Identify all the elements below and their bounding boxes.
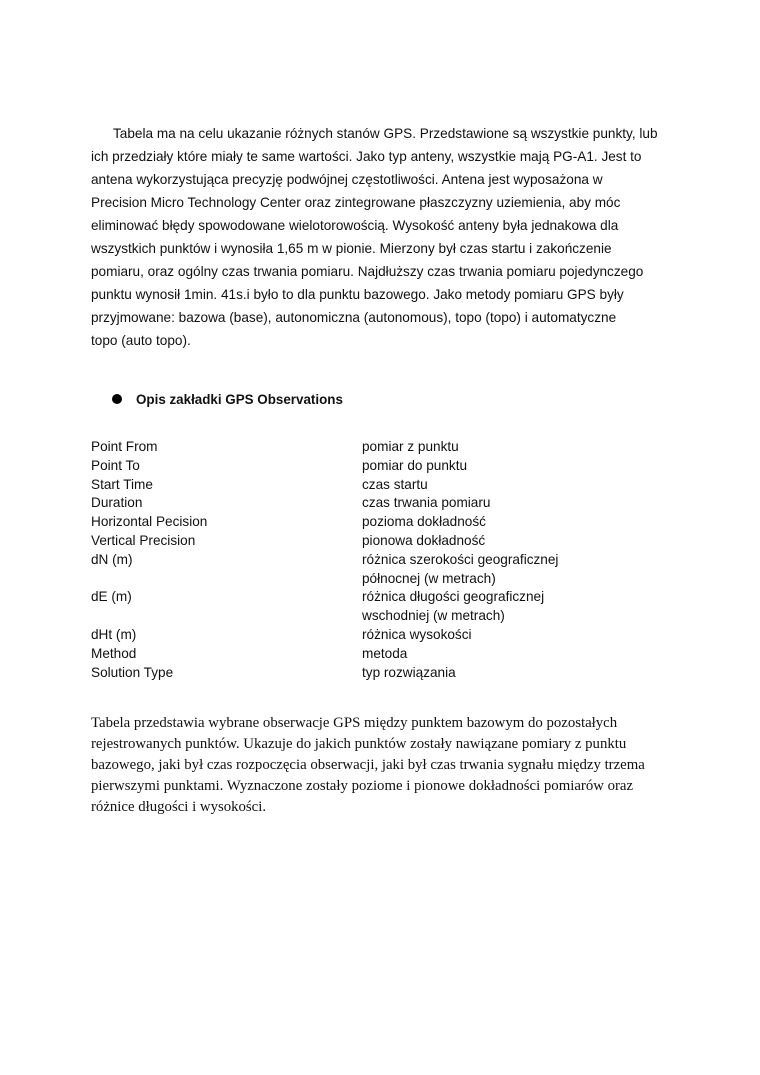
glossary-definition (362, 551, 651, 589)
definition-line: pionowa dokładność (362, 532, 486, 548)
paragraph-line: Tabela przedstawia wybrane obserwacje GPS między punktem bazowym do pozostałych (91, 715, 618, 731)
glossary-term: Method (91, 645, 137, 661)
glossary-definition (362, 645, 651, 664)
glossary-term: Vertical Precision (91, 532, 196, 548)
glossary-term: Point To (91, 457, 140, 473)
glossary-row (91, 588, 651, 626)
paragraph-line: eliminować błędy spowodowane wielotorowością. Wysokość anteny była jednakowa dla (91, 218, 619, 233)
definition-line: pomiar z punktu (362, 439, 459, 454)
section-heading: Opis zakładki GPS Observations (136, 391, 343, 407)
glossary-definition (362, 513, 651, 532)
glossary-definition (362, 532, 651, 551)
bullet-item (112, 389, 343, 409)
glossary-definition (362, 457, 651, 476)
definition-line: wschodniej (w metrach) (362, 608, 505, 624)
glossary-definition (362, 438, 651, 457)
definition-line: czas trwania pomiaru (362, 495, 491, 511)
glossary-definition (362, 588, 651, 626)
intro-paragraph (91, 122, 691, 352)
glossary-definition (362, 494, 651, 513)
paragraph-line: różnice długości i wysokości. (91, 799, 267, 815)
definition-line: metoda (362, 645, 408, 661)
definition-line: pozioma dokładność (362, 514, 486, 530)
glossary-row (91, 494, 651, 513)
bullet-icon (112, 394, 122, 404)
closing-paragraph (91, 713, 671, 818)
paragraph-line: przyjmowane: bazowa (base), autonomiczna (autonomous), topo (topo) i automatyczne (91, 310, 617, 325)
glossary-row (91, 664, 651, 683)
glossary-row (91, 457, 651, 476)
definition-line: północnej (w metrach) (362, 570, 496, 586)
paragraph-line: topo (auto topo). (91, 333, 191, 348)
glossary-term: Start Time (91, 476, 153, 492)
definition-line: różnica wysokości (362, 626, 472, 642)
paragraph-line: pomiaru, oraz ogólny czas trwania pomiaru. Najdłuższy czas trwania pomiaru pojedynczego (91, 264, 644, 279)
glossary-definition (362, 626, 651, 645)
glossary-term: Duration (91, 495, 143, 511)
glossary-row (91, 532, 651, 551)
glossary-table (91, 438, 651, 682)
paragraph-line: bazowego, jaki był czas rozpoczęcia obserwacji, jaki był czas trwania sygnału między trzema (91, 757, 645, 773)
glossary-row (91, 438, 651, 457)
glossary-term: dN (m) (91, 551, 133, 567)
glossary-definition (362, 664, 651, 683)
glossary-definition (362, 476, 651, 495)
paragraph-line: rejestrowanych punktów. Ukazuje do jakich punktów zostały nawiązane pomiary z punktu (91, 736, 627, 752)
paragraph-line: wszystkich punktów i wynosiła 1,65 m w pionie. Mierzony był czas startu i zakończenie (91, 241, 612, 256)
glossary-row (91, 513, 651, 532)
glossary-term: dE (m) (91, 589, 132, 605)
glossary-term: Point From (91, 439, 158, 454)
glossary-row (91, 645, 651, 664)
definition-line: pomiar do punktu (362, 457, 468, 473)
glossary-term: Horizontal Pecision (91, 514, 208, 530)
paragraph-line: Precision Micro Technology Center oraz zintegrowane płaszczyzny uziemienia, aby móc (91, 195, 621, 210)
definition-line: różnica szerokości geograficznej (362, 551, 559, 567)
paragraph-line: Tabela ma na celu ukazanie różnych stanów GPS. Przedstawione są wszystkie punkty, lub (113, 126, 658, 141)
glossary-term: dHt (m) (91, 626, 137, 642)
glossary-row (91, 476, 651, 495)
glossary-row (91, 551, 651, 589)
paragraph-line: ich przedziały które miały te same wartości. Jako typ anteny, wszystkie mają PG-A1. Jest to (91, 149, 642, 164)
paragraph-line: punktu wynosił 1min. 41s.i było to dla punktu bazowego. Jako metody pomiaru GPS były (91, 287, 624, 302)
definition-line: czas startu (362, 476, 428, 492)
paragraph-line: antena wykorzystująca precyzję podwójnej częstotliwości. Antena jest wyposażona w (91, 172, 603, 187)
paragraph-line: pierwszymi punktami. Wyznaczone zostały poziome i pionowe dokładności pomiarów oraz (91, 778, 634, 794)
definition-line: typ rozwiązania (362, 664, 456, 680)
glossary-term: Solution Type (91, 664, 174, 680)
glossary-row (91, 626, 651, 645)
definition-line: różnica długości geograficznej (362, 589, 545, 605)
